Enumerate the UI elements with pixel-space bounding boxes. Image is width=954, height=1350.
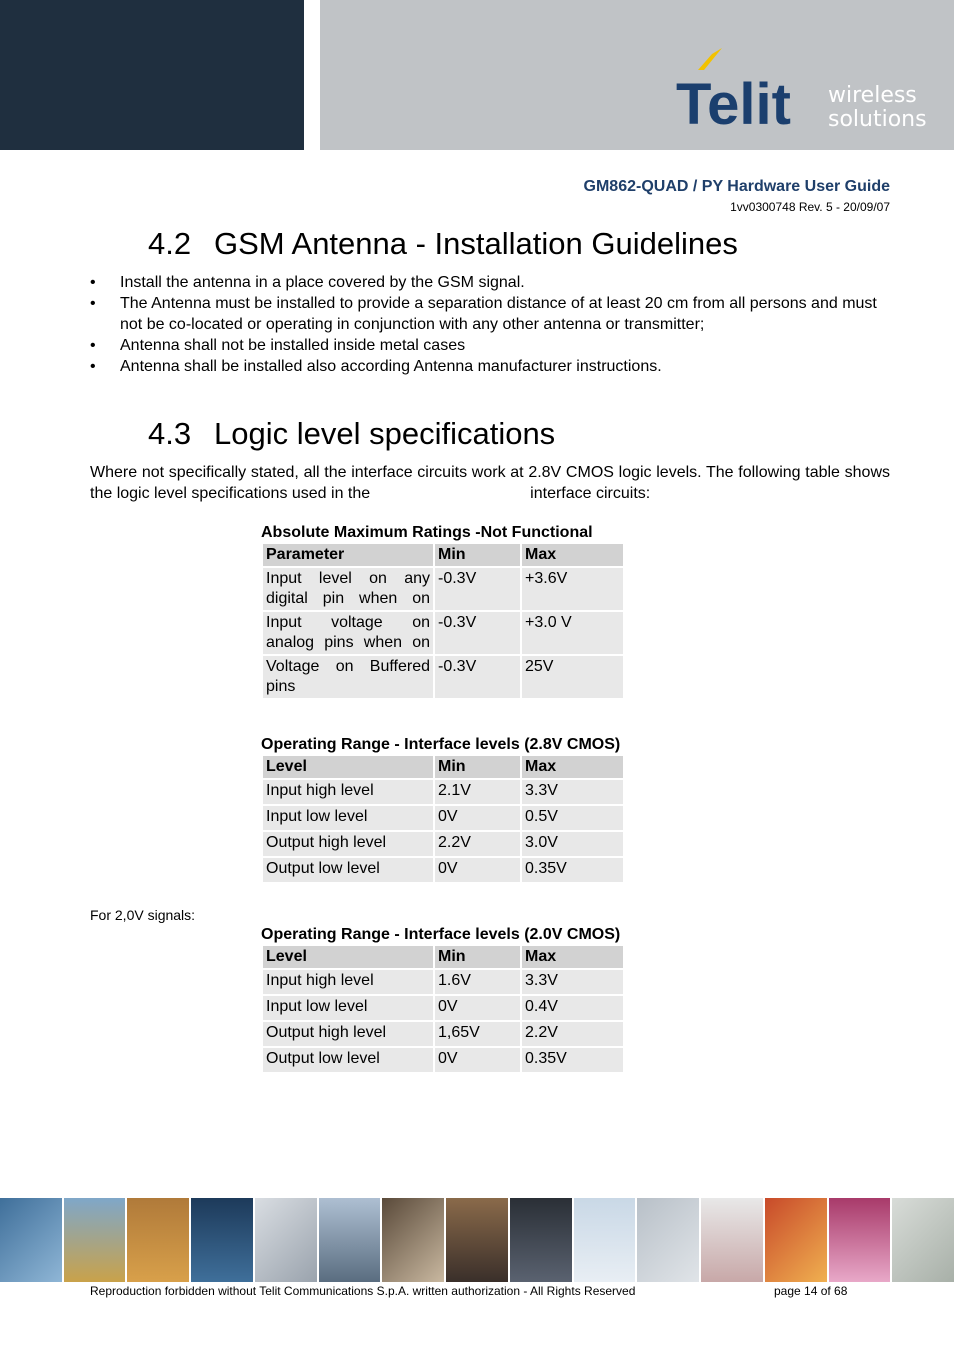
table-row: Output high level 2.2V 3.0V (263, 832, 625, 858)
table-caption-20v: Operating Range - Interface levels (2.0V CMOS) (261, 926, 621, 943)
photo-tile (64, 1198, 126, 1282)
page-number: page 14 of 68 (774, 1284, 848, 1298)
bullet-icon: • (90, 358, 96, 375)
section-title: GSM Antenna - Installation Guidelines (214, 226, 738, 261)
operating-range-28v-table (263, 756, 625, 884)
logo-tagline-1: wireless (828, 83, 917, 108)
section-number: 4.3 (148, 416, 192, 451)
photo-tile (319, 1198, 381, 1282)
page-footer (90, 1284, 890, 1298)
logo-tagline-2: solutions (828, 107, 927, 132)
photo-tile (701, 1198, 763, 1282)
abs-max-ratings-table (263, 544, 625, 700)
operating-range-20v-table (263, 946, 625, 1074)
photo-tile (127, 1198, 189, 1282)
table-header-row: Parameter Min Max (263, 544, 625, 568)
photo-tile (892, 1198, 954, 1282)
table-row: Input low level 0V 0.5V (263, 806, 625, 832)
list-item: • The Antenna must be installed to provide a separation distance of at least 20 cm from all persons and must not be co-located or operating in conjunction with any other antenna or transmitter; (90, 295, 877, 333)
installation-guidelines-list (90, 272, 890, 377)
footer-photo-strip (0, 1198, 954, 1282)
bullet-icon: • (90, 337, 96, 354)
telit-logo (676, 46, 936, 136)
table-row: Output low level 0V 0.35V (263, 858, 625, 884)
table-row: Voltage on Buffered pins -0.3V 25V (263, 656, 625, 700)
note-2v-signals: For 2,0V signals: (90, 907, 196, 923)
section-number: 4.2 (148, 226, 192, 261)
table-row: Input high level 1.6V 3.3V (263, 970, 625, 996)
table-header-row: Level Min Max (263, 756, 625, 780)
photo-tile (574, 1198, 636, 1282)
table-row: Input high level 2.1V 3.3V (263, 780, 625, 806)
table-caption-28v: Operating Range - Interface levels (2.8V CMOS) (261, 736, 621, 753)
table-row: Output high level 1,65V 2.2V (263, 1022, 625, 1048)
doc-title: GM862-QUAD / PY Hardware User Guide (583, 178, 890, 195)
photo-tile (637, 1198, 699, 1282)
photo-tile (446, 1198, 508, 1282)
photo-tile (829, 1198, 891, 1282)
bullet-icon: • (90, 274, 96, 291)
photo-tile (765, 1198, 827, 1282)
table-caption-abs-max: Absolute Maximum Ratings -Not Functional (261, 524, 593, 541)
photo-tile (0, 1198, 62, 1282)
table-row: Output low level 0V 0.35V (263, 1048, 625, 1074)
photo-tile (382, 1198, 444, 1282)
header-dark-panel (0, 0, 304, 150)
bullet-icon: • (90, 295, 96, 312)
section-4-3-heading (148, 416, 555, 452)
section-title: Logic level specifications (214, 416, 556, 451)
photo-tile (191, 1198, 253, 1282)
list-item: • Antenna shall not be installed inside metal cases (90, 337, 466, 354)
list-item: • Install the antenna in a place covered by the GSM signal. (90, 274, 525, 291)
logo-word: Telit (676, 72, 791, 136)
section-4-2-heading (148, 226, 738, 262)
list-item: • Antenna shall be installed also according Antenna manufacturer instructions. (90, 358, 662, 375)
table-header-row: Level Min Max (263, 946, 625, 970)
table-row: Input level on any digital pin when on -0.3V +3.6V (263, 568, 625, 612)
logic-level-paragraph: Where not specifically stated, all the interface circuits work at 2.8V CMOS logic levels. The following table shows the logic level specifications used in the interface circuits: (90, 464, 890, 502)
photo-tile (510, 1198, 572, 1282)
photo-tile (255, 1198, 317, 1282)
table-row: Input low level 0V 0.4V (263, 996, 625, 1022)
table-row: Input voltage on analog pins when on -0.3V +3.0 V (263, 612, 625, 656)
rights-notice: Reproduction forbidden without Telit Communications S.p.A. written authorization - All Rights Reserved (90, 1284, 636, 1298)
doc-revision: 1vv0300748 Rev. 5 - 20/09/07 (730, 200, 890, 214)
